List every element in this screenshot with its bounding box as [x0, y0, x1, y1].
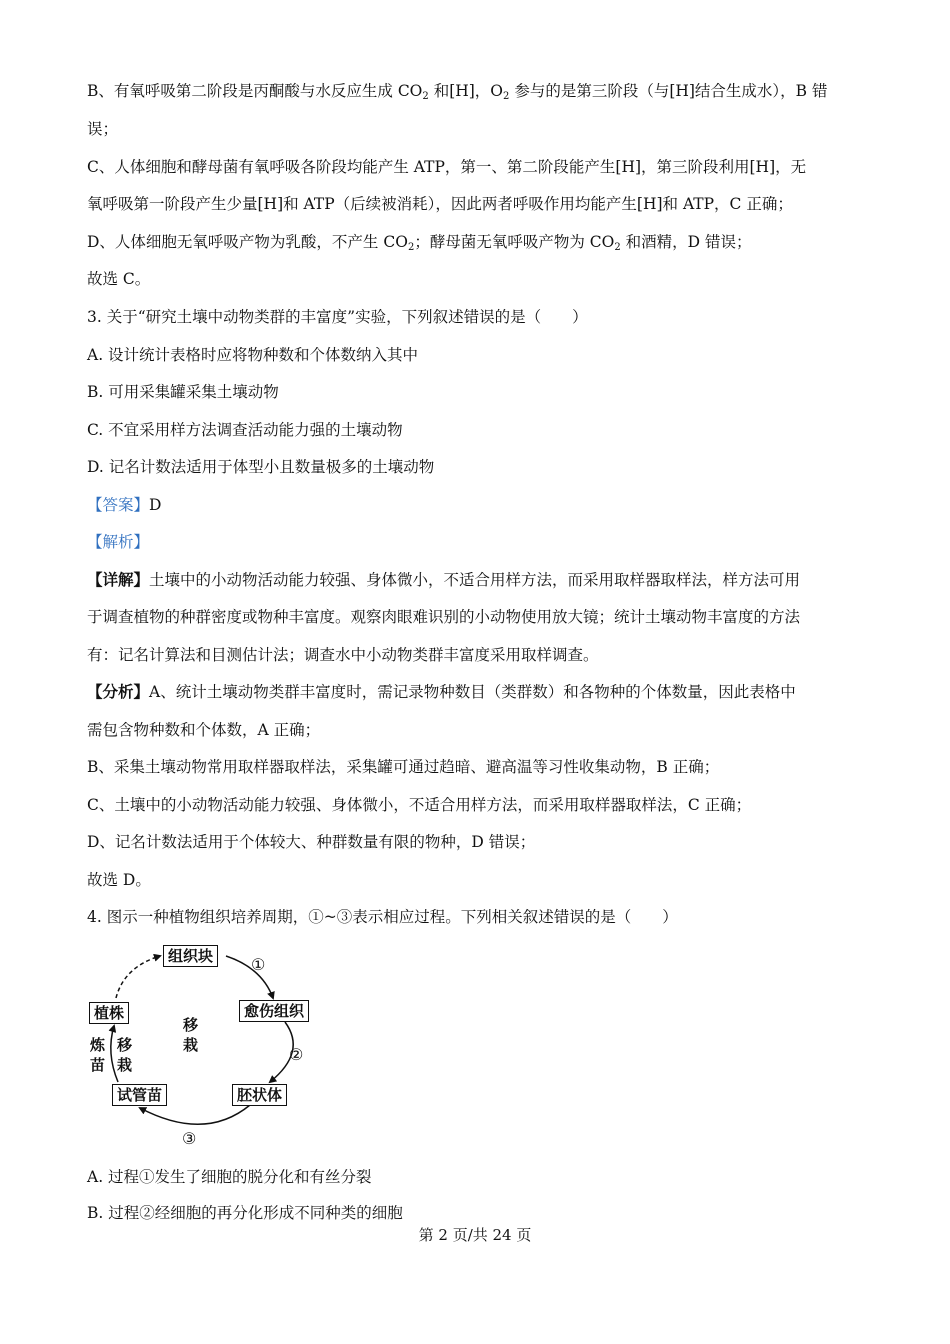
arrow-plant-to-tissue	[116, 956, 160, 998]
q3-option-c: C. 不宜采用样方法调查活动能力强的土壤动物	[87, 421, 403, 439]
node-plant: 植株	[89, 1002, 129, 1024]
q2-b-line-2: 误；	[87, 120, 119, 138]
center-label-1: 移	[183, 1016, 199, 1034]
arrow-step1	[226, 956, 273, 998]
q3-analysis-tag: 【解析】	[87, 533, 150, 551]
transplant-label-2: 栽	[117, 1056, 133, 1074]
q3-detail-1: 【详解】土壤中的小动物活动能力较强、身体微小，不适合用样方法，而采用取样器取样法，样方法可用	[87, 570, 801, 589]
step2-marker: ②	[289, 1045, 304, 1064]
q4-option-a: A. 过程①发生了细胞的脱分化和有丝分裂	[87, 1168, 372, 1186]
q3-option-b: B. 可用采集罐采集土壤动物	[87, 383, 279, 401]
q3-option-a: A. 设计统计表格时应将物种数和个体数纳入其中	[87, 346, 419, 364]
node-plantlet: 试管苗	[112, 1084, 167, 1106]
detail-tag: 【详解】	[87, 570, 150, 589]
page-footer: 第 2 页/共 24 页	[418, 1226, 532, 1244]
q3-fenxi-2: 需包含物种数和个体数，A 正确；	[87, 721, 321, 739]
q2-c-line-1: C、人体细胞和酵母菌有氧呼吸各阶段均能产生 ATP，第一、第二阶段能产生[H]，第三阶段利用[H]，无	[87, 158, 807, 176]
q3-c-line: C、土壤中的小动物活动能力较强、身体微小，不适合用样方法，而采用取样器取样法，C 正确；	[87, 796, 752, 814]
answer-tag: 【答案】	[87, 496, 150, 514]
q4-option-b: B. 过程②经细胞的再分化形成不同种类的细胞	[87, 1204, 403, 1222]
node-tissue-block: 组织块	[163, 945, 218, 967]
fenxi-tag: 【分析】	[87, 682, 150, 701]
q2-choice: 故选 C。	[87, 270, 151, 288]
q2-b-line-1: B、有氧呼吸第二阶段是丙酮酸与水反应生成 $CO_2$ 和[H]，$O_2$ 参与的是第三阶段（与[H]结合生成水），B 错	[87, 82, 828, 102]
step1-marker: ①	[251, 955, 266, 974]
q2-c-line-2: 氧呼吸第一阶段产生少量[H]和 ATP（后续被消耗），因此两者呼吸作用均能产生[H]和 ATP，C 正确；	[87, 195, 793, 213]
q2-d-line: D、人体细胞无氧呼吸产物为乳酸，不产生 $CO_2$；酵母菌无氧呼吸产物为 $CO_2$ 和酒精，D 错误；	[87, 233, 752, 253]
hardening-label-2: 苗	[90, 1056, 106, 1074]
q3-d-line: D、记名计数法适用于个体较大、种群数量有限的物种，D 错误；	[87, 833, 536, 851]
hardening-label-1: 炼	[90, 1036, 106, 1054]
answer-value: D	[149, 496, 162, 514]
q3-fenxi-1: 【分析】A、统计土壤动物类群丰富度时，需记录物种数目（类群数）和各物种的个体数量，因此表格中	[87, 682, 796, 701]
transplant-label-1: 移	[117, 1036, 133, 1054]
q3-detail-3: 有：记名计算法和目测估计法；调查水中小动物类群丰富度采用取样调查。	[87, 646, 599, 664]
q3-b-line: B、采集土壤动物常用取样器取样法，采集罐可通过趋暗、避高温等习性收集动物，B 正确；	[87, 758, 720, 776]
q3-detail-2: 于调查植物的种群密度或物种丰富度。观察肉眼难识别的小动物使用放大镜；统计土壤动物丰富度的方法	[87, 608, 801, 626]
center-label-2: 栽	[183, 1036, 199, 1054]
step3-marker: ③	[182, 1129, 197, 1148]
node-embryoid: 胚状体	[232, 1084, 287, 1106]
q3-option-d: D. 记名计数法适用于体型小且数量极多的土壤动物	[87, 458, 435, 476]
q3-stem: 3. 关于“研究土壤中动物类群的丰富度”实验，下列叙述错误的是（ ）	[87, 308, 588, 326]
node-callus: 愈伤组织	[239, 1000, 309, 1022]
arrow-step3	[140, 1105, 250, 1124]
q4-stem: 4. 图示一种植物组织培养周期，①~③表示相应过程。下列相关叙述错误的是（ ）	[87, 908, 678, 926]
q3-choice: 故选 D。	[87, 871, 151, 889]
